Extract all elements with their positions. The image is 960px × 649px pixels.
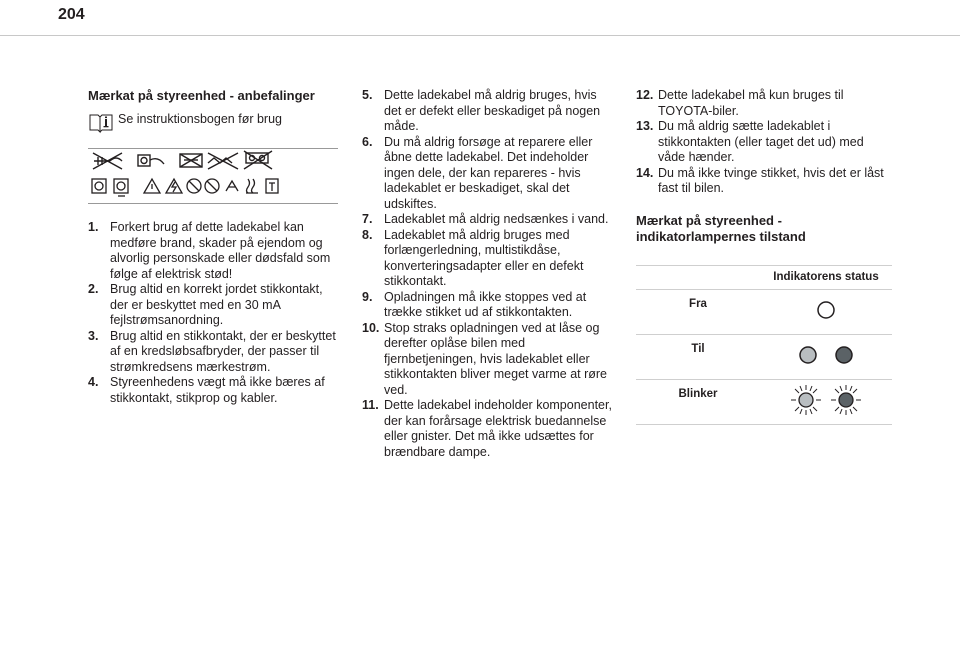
instruction-note bbox=[88, 112, 343, 134]
instruction-note-text: Se instruktionsbogen før brug bbox=[118, 112, 282, 126]
left-column bbox=[88, 88, 343, 406]
list-item: 5. Dette ladekabel må aldrig bruges, hvis det er defekt eller beskadiget på nogen måde. bbox=[362, 88, 601, 133]
list-item: 3. Brug altid en stikkontakt, der er beskyttet af en kredsløbsafbryder, der passer til strømkredsens mærkestrøm. bbox=[88, 328, 336, 374]
list-item: 8. Ladekablet må aldrig bruges med forlængerledning, multistikdåse, konverteringsadapter eller en defekt stikkontakt. bbox=[362, 227, 584, 288]
section-heading-recommendations: Mærkat på styreenhed - anbefalinger bbox=[88, 88, 315, 103]
no-extension-socket-icon bbox=[138, 155, 164, 166]
warning-pictograms bbox=[88, 149, 338, 203]
table-header-row bbox=[636, 265, 892, 289]
no-damaged-plug-icon bbox=[93, 153, 122, 169]
right-column bbox=[636, 88, 892, 425]
no-water-immersion-icon bbox=[187, 179, 201, 193]
list-item: 6. Du må aldrig forsøge at reparere eller åbne dette ladekabel. Det indeholder ingen dele, der kan repareres - hvis ladekablet er beskadiget, skal det udskiftes. bbox=[362, 134, 593, 211]
table-row bbox=[636, 379, 892, 424]
no-wet-hands-icon bbox=[226, 181, 238, 191]
header-divider bbox=[0, 35, 960, 36]
section-heading-indicator-status: Mærkat på styreenhed - indikatorlampernes tilstand bbox=[636, 212, 806, 244]
controller-label-illustration bbox=[88, 148, 338, 204]
table-row bbox=[636, 289, 892, 334]
recommendations-list-left bbox=[88, 220, 343, 406]
recommendations-list-right bbox=[636, 88, 892, 197]
electric-shock-warning-icon bbox=[166, 179, 182, 193]
row-label: Fra bbox=[636, 289, 760, 334]
table-row bbox=[636, 334, 892, 379]
list-item: 9. Opladningen må ikke stoppes ved at trække stikket ud af stikkontakten. bbox=[362, 289, 587, 319]
indicator-blinking-icon bbox=[786, 383, 866, 417]
list-item: 12. Dette ladekabel må kun bruges til TOYOTA-biler. bbox=[636, 88, 844, 118]
list-item: 2. Brug altid en korrekt jordet stikkontakt, der er beskyttet med en 30 mA fejlstrømsanordning. bbox=[88, 282, 323, 327]
list-item: 7. Ladekablet må aldrig nedsænkes i vand. bbox=[362, 212, 609, 226]
book-info-icon bbox=[88, 112, 114, 134]
list-item: 14. Du må ikke tvinge stikket, hvis det er låst fast til bilen. bbox=[636, 165, 884, 195]
no-adapter-icon bbox=[208, 153, 238, 169]
rcd-socket-icon bbox=[114, 179, 128, 196]
no-multi-socket-icon bbox=[180, 154, 202, 167]
list-item: 1. Forkert brug af dette ladekabel kan medføre brand, skader på ejendom og alvorlig personskade eller dødsfald som følge af elektrisk stød! bbox=[88, 220, 331, 281]
list-item: 10. Stop straks opladningen ved at låse og derefter oplåse bilen med fjernbetjeningen, hvis ladekablet eller stikkontakten bliver meget varme at røre ved. bbox=[362, 320, 607, 397]
page-number: 204 bbox=[58, 6, 85, 23]
no-flammable-vapors-icon bbox=[246, 179, 258, 193]
do-not-carry-by-cable-icon bbox=[266, 179, 278, 193]
indicator-off-icon bbox=[796, 298, 856, 322]
indicator-status-table bbox=[636, 265, 892, 425]
list-item: 11. Dette ladekabel indeholder komponenter, der kan forårsage elektrisk buedannelse eller gnister. Det må ikke udsættes for brændbare dampe. bbox=[362, 398, 612, 459]
row-label: Til bbox=[636, 334, 760, 379]
grounded-socket-icon bbox=[92, 179, 106, 193]
row-label: Blinker bbox=[636, 379, 760, 424]
indicator-on-icon bbox=[791, 343, 861, 367]
general-warning-icon bbox=[144, 179, 160, 193]
list-item: 4. Styreenhedens vægt må ikke bæres af stikkontakt, stikprop og kabler. bbox=[88, 375, 325, 405]
list-item: 13. Du må aldrig sætte ladekablet i stikkontakten (eller taget det ud) med våde hænder. bbox=[636, 119, 864, 164]
middle-column bbox=[362, 88, 617, 460]
table-column-header: Indikatorens status bbox=[760, 265, 892, 289]
no-cable-reel-icon bbox=[244, 151, 272, 169]
no-unplug-while-charging-icon bbox=[205, 179, 219, 193]
recommendations-list-middle bbox=[362, 88, 617, 460]
